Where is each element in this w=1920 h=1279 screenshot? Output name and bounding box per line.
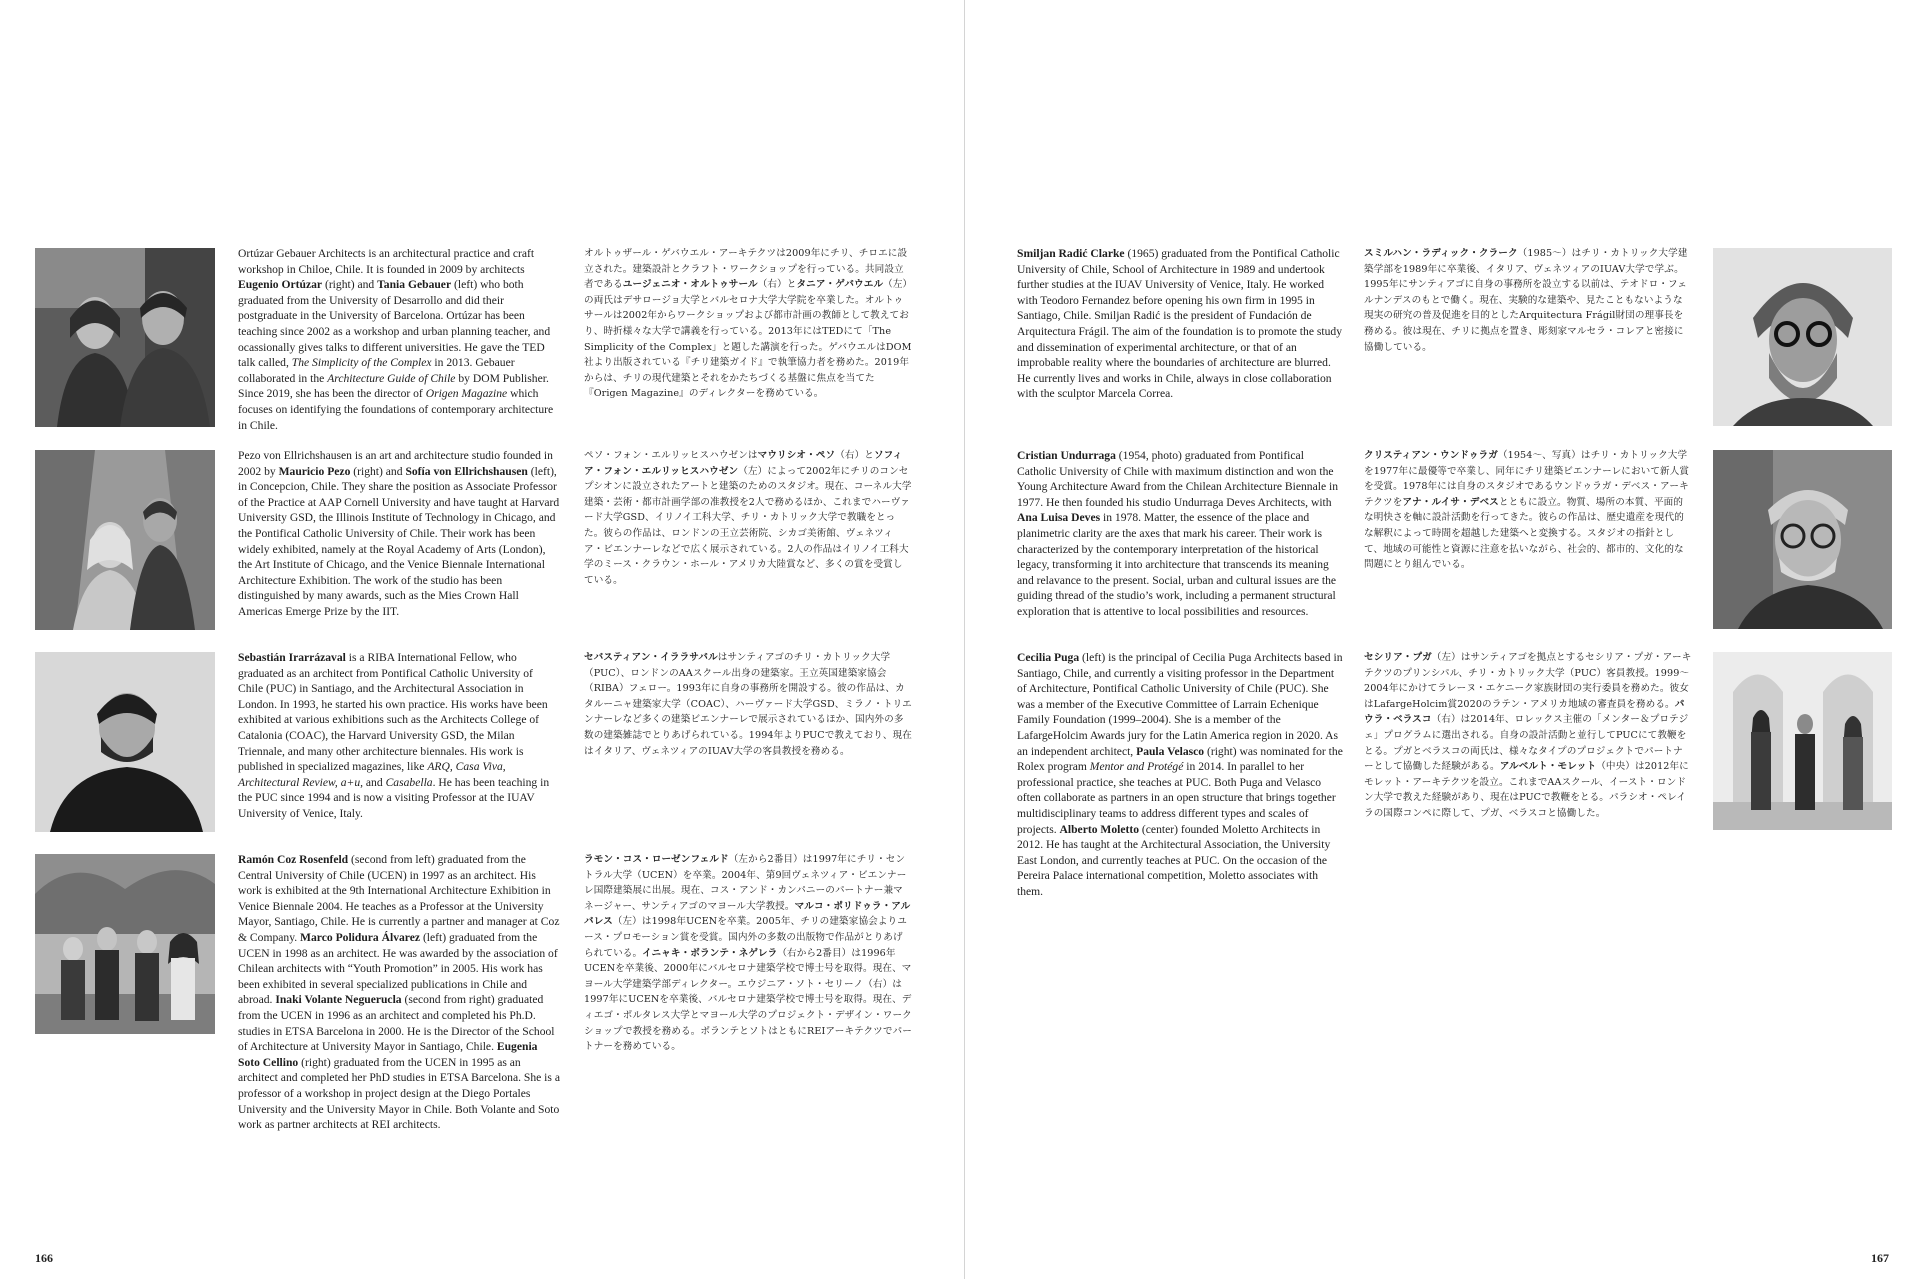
title-italic: The Simplicity of the Complex [291, 356, 432, 370]
portrait-man-round-glasses-photo [1713, 450, 1892, 629]
bio-text: (second from right) graduated from the UCEN in 1996 as an architect and completed his Ph.D. studies in ETSA Barcelona in 2000. He is the Director of the School of Architecture at University Mayor in Santiago, Chile. [238, 993, 555, 1054]
bio-text: and [363, 775, 386, 789]
bio-text: (center) founded Moletto Architects in 2012. He has taught at the Architectural Association, the University East London, and currently teaches at PUC. On the occasion of the Pereira Palace international competition, Moletto associates with them. [1017, 822, 1331, 898]
person-name: Mauricio Pezo [278, 464, 351, 478]
bio-text: in 1978. Matter, the essence of the place and planimetric clarity are the axes that mark his career. Their work is characterized by the contemporary interpretation of the historical legacy, transforming it into architecture that transcends its meaning and relavance to the present. Social, urban and cultural issues are the guiding thread of the studio’s work, including a permanent structural exploration that is attentive to local possibilities and resources. [1017, 511, 1337, 618]
bio-text: (left), in Concepcion, Chile. They share the position as Associate Professor of the Practice at AAP Cornell University and have taught at Harvard University GSD, the Illinois Institute of Technology in Chicago, and the Pontifical Catholic University of Chile. Their work has been widely exhibited, namely at the Royal Academy of Arts (London), the Art Institute of Chicago, and the Venice Biennale International Architecture Exhibition. The work of the studio has been distinguished by many awards, such as the Mies Crown Hall Americas Emerge Prize by the IIT. [238, 464, 560, 618]
page-number-left: 166 [35, 1251, 53, 1265]
bio-text: オルトゥザール・ゲバウエル・アーキテクツは2009年にチリ、チロエに設立された。建築設計とクラフト・ワークショップを行っている。共同設立者である [584, 248, 908, 291]
bio-text: by DOM Publisher. Since 2019, she has been the director of [238, 371, 549, 401]
person-name: ソフィア・フォン・エルリッヒスハウゼン [584, 450, 903, 477]
bio-text: （左）は1998年UCENを卒業。2005年、チリの建築家協会よりユース・プロモーション賞を受賞。国内外の多数の出版物で作品がとりあげられている。 [584, 916, 907, 959]
bio-japanese-cristian-undurraga [1364, 448, 1692, 573]
bio-japanese-smiljan-radic [1364, 246, 1692, 355]
bio-text: (1954, photo) graduated from Pontifical Catholic University of Chile with maximum distinction and won the Young Architecture Award from the Chilean Architecture Biennale in 1977. He then founded his studio Undurraga Deves Architects, with [1017, 449, 1339, 509]
bio-text: (left) is the principal of Cecilia Puga Architects based in Santiago, Chile, and currently a visiting professor in the Department of Architecture, Pontifical Catholic University of Chile (PUC). She was a member of the Executive Committee of Larrain Echenique Family Foundation (1999–2004). She is a member of the LafargeHolcim Awards jury for the Latin America region in 2020. As an independent architect, [1017, 651, 1343, 758]
group-interior-photo [1713, 652, 1892, 830]
bio-text: Ortúzar Gebauer Architects is an architectural practice and craft workshop in Chiloe, Chile. It is founded in 2009 by architects [238, 247, 535, 276]
person-name: マルコ・ポリドゥラ・アルバレス [584, 900, 911, 928]
bio-text: （1954～、写真）はチリ・カトリック大学を1977年に最優等で卒業し、同年にチリ建築ビエンナーレにおいて新人賞を受賞。1978年には自身のスタジオであるウンドゥラガ・デベス・アーキテクツを [1364, 450, 1690, 508]
bio-text: （左）はサンティアゴを拠点とするセシリア・プガ・アーキテクツのプリンシパル、チリ・カトリック大学（PUC）客員教授。1999～2004年にかけてラレーヌ・エケニーク家族財団の実行委員を務めた。彼女はLafargeHolcim賞2020のラテン・アメリカ地域の審査員を務める。 [1364, 652, 1692, 710]
person-name: セバスティアン・イララサバル [584, 652, 718, 663]
portrait-duo-trees-photo [35, 450, 215, 630]
person-name: Cecilia Puga [1017, 651, 1080, 664]
group-photo [35, 854, 215, 1034]
portrait-duo-photo [35, 248, 215, 427]
person-name: スミルハン・ラディック・クラーク [1364, 248, 1518, 259]
person-name: タニア・ゲバウエル [796, 279, 884, 291]
bio-english-smiljan-radic [1017, 246, 1343, 402]
person-name: Marco Polidura Álvarez [300, 930, 421, 944]
portrait-man-glasses-photo [1713, 248, 1892, 426]
bio-text: はサンティアゴのチリ・カトリック大学（PUC）、ロンドンのAAスクール出身の建築家。王立英国建築家協会（RIBA）フェロー。1993年に自身の事務所を開設する。彼の作品は、カタルーニャ建築家大学（COAC）、ハーヴァード大学GSD、ミラノ・トリエンナーレなど多くの建築ビエンナーレで展示されているほか、国内外の多数の建築雑誌でとりあげられている。1994年よりPUCで教えており、現在はイタリア、ヴェネツィアのIUAV大学の客員教授を務める。 [584, 652, 912, 757]
bio-japanese-puga-velasco-moletto [1364, 650, 1692, 822]
person-name: Inaki Volante Neguerucla [275, 993, 402, 1007]
person-name: Eugenio Ortúzar [238, 278, 323, 292]
title-italic: Architecture Guide of Chile [327, 371, 456, 385]
bio-text: . He has been teaching in the PUC since 1994 and is now a visiting Professor at the IUAV University of Venice, Italy. [238, 775, 550, 820]
person-name: クリスティアン・ウンドゥラガ [1364, 450, 1498, 461]
bio-text: （右から2番目）は1996年UCENを卒業後、2000年にバルセロナ建築学校で博士号を取得。現在、マヨール大学建築学部ディレクター。エウジニア・ソト・セリーノ（右）は1997年にUCENを卒業後、バルセロナ建築学校で博士号を取得。現在、ディエゴ・ポルタレス大学とマヨール大学のプロジェクト・デザイン・ワークショップで教授を務める。ボランテとソトはともにREIアーキテクツでパートナーを務めている。 [584, 947, 912, 1053]
bio-text: (left) who both graduated from the University of Desarrollo and did their postgraduate in the University of Barcelona. Ortúzar has been teaching since 2002 as a workshop and urban planning teacher, and ocassionally gives talks to different universities. He gave the TED talk called, [238, 278, 551, 370]
person-name: パウラ・ベラスコ [1364, 698, 1685, 726]
person-name: Sofía von Ellrichshausen [405, 464, 528, 478]
bio-text: (right) and [322, 278, 378, 292]
title-italic: Mentor and Protégé [1089, 760, 1184, 774]
bio-english-puga-velasco-moletto [1017, 650, 1343, 900]
bio-text: Pezo von Ellrichshausen is an art and architecture studio founded in 2002 by [238, 449, 553, 478]
bio-english-pezo-von-ellrichshausen [238, 448, 560, 620]
person-name: アナ・ルイサ・デベス [1402, 496, 1499, 508]
bio-text: （右）は2014年、ロレックス主催の「メンター＆プロテジェ」プログラムに選出される。自身の設計活動と並行してPUCにて教鞭をとる。プガとベラスコの両氏は、様々なタイプのプロジェクトでパートナーとして協働した経験がある。 [1364, 714, 1689, 773]
person-name: アルベルト・モレット [1499, 761, 1597, 773]
bio-japanese-ortuzar-gebauer [584, 246, 912, 402]
title-italic: Origen Magazine [425, 387, 508, 401]
bio-english-ortuzar-gebauer [238, 246, 560, 433]
bio-japanese-coz-polidura-volante-soto [584, 852, 912, 1055]
person-name: Alberto Moletto [1059, 822, 1140, 836]
person-name: Eugenia Soto Cellino [238, 1040, 538, 1069]
bio-text: is a RIBA International Fellow, who graduated as an architect from Pontifical Catholic University of Chile (PUC) in Santiago, and the Architectural Association in London. In 1993, he started his own practice. His works have been exhibited at various exhibitions such as the Architects College of Catalonia (COAC), the Harvard University GSD, the Milan Triennale, and many other architecture biennales. His work is published in specialized magazines, like [238, 651, 548, 774]
bio-text: （右）と [835, 450, 874, 461]
person-name: ラモン・コス・ローゼンフェルド [584, 854, 729, 865]
bio-text: in 2014. In parallel to her professional practice, she teaches at PUC. Both Puga and Velasco often collaborate as partners in an open structure that brings together multidisciplinary teams to address different types and scales of projects. [1017, 760, 1336, 836]
person-name: Ana Luisa Deves [1017, 511, 1101, 525]
bio-text: とともに設立。物質、場所の本質、平面的な明快さを軸に設計活動を行ってきた。彼らの作品は、歴史遺産を現代的な解釈によって時間を超越した建築へと変換する。スタジオの指針として、地域の可能性と資源に注意を払いながら、社会的、都市的、文化的な問題にとり組んでいる。 [1364, 496, 1684, 571]
person-name: セシリア・プガ [1364, 652, 1432, 663]
bio-text: (left) graduated from the UCEN in 1998 as an architect. He was awarded by the association of Chilean architects with “Youth Promotion” in 2005. His work has been exhibited in several specialized publications in Chile and abroad. [238, 930, 558, 1007]
bio-english-coz-polidura-volante-soto [238, 852, 560, 1133]
bio-japanese-pezo-von-ellrichshausen [584, 448, 912, 588]
person-name: Sebastián Irarrázaval [238, 651, 346, 664]
bio-text: in 2013. Gebauer collaborated in the [238, 356, 515, 385]
person-name: イニャキ・ボランテ・ネゲレラ [642, 947, 778, 959]
bio-japanese-sebastian-irarrazaval [584, 650, 912, 759]
bio-text: (second from left) graduated from the Central University of Chile (UCEN) in 1997 as an architect. His work is exhibited at the 9th International Architecture Exhibition in Venice Biennale 2004. He teaches as a Professor at the University Mayor, Santiago, Chile. He is currently a partner and manager at Coz & Company. [238, 853, 560, 944]
bio-text: (right) and [350, 464, 406, 478]
bio-text: （中央）は2012年にモレット・アーキテクツを設立。これまでAAスクール、イースト・ロンドン大学で教えた経験があり、現在はPUCで教鞭をとる。パラシオ・ペレイラの国際コンペに際して、プガ、ベラスコと協働した。 [1364, 761, 1689, 819]
spread-fold-line [964, 0, 965, 1279]
bio-text: （左）の両氏はデサロージョ大学とバルセロナ大学大学院を卒業した。オルトゥサールは2002年からワークショップおよび都市計画の教師として教えており、時折様々な大学で講義を行っている。2013年にはTEDにて「The Simplicity of the Complex」と題した講演を行った。ゲバウエルはDOM社より出版されている『チリ建築ガイド』で執筆協力者を務めた。2019年からは、チリの現代建築とそれをかたちづくる基盤に焦点を当てた『Origen Magazine』のディレクターを務めている。 [584, 279, 912, 400]
bio-english-cristian-undurraga [1017, 448, 1343, 620]
person-name: Ramón Coz Rosenfeld [238, 853, 349, 866]
bio-text: which focuses on identifying the foundations of contemporary architecture in Chile. [238, 387, 554, 432]
title-italic: ARQ, Casa Viva, Architectural Review, a+u, [238, 760, 506, 789]
portrait-man-photo [35, 652, 215, 832]
person-name: Paula Velasco [1136, 744, 1205, 758]
page-number-right: 167 [1871, 1251, 1889, 1265]
bio-text: （1985～）はチリ・カトリック大学建築学部を1989年に卒業後、イタリア、ヴェネツィアのIUAV大学で学ぶ。1995年にサンティアゴに自身の事務所を設立する以前は、テオドロ・フェルナンデスのもとで働く。現在、実験的な建築や、見たこともないような現実の研究の普及促進を目的としたArquitectura Frágil財団の理事長を務める。彼は現在、チリに拠点を置き、彫刻家マルセラ・コレアと密接に協働している。 [1364, 248, 1688, 353]
person-name: マウリシオ・ペソ [757, 450, 836, 461]
title-italic: Casabella [385, 775, 433, 789]
bio-text: ペソ・フォン・エルリッヒスハウゼンは [584, 450, 758, 461]
person-name: Smiljan Radić Clarke [1017, 247, 1125, 260]
bio-text: （右）と [757, 279, 797, 291]
person-name: Cristian Undurraga [1017, 449, 1116, 462]
bio-english-sebastian-irarrazaval [238, 650, 560, 822]
bio-text: （左から2番目）は1997年にチリ・セントラル大学（UCEN）を卒業。2004年、第9回ヴェネツィア・ビエンナーレ国際建築展に出展。現在、コス・アンド・カンパニーのパートナー兼マネージャー、サンティアゴのマヨール大学教授。 [584, 854, 907, 912]
bio-text: (right) graduated from the UCEN in 1995 as an architect and completed her PhD studies in ETSA Barcelona. She is a professor of a workshop in project design at the Diego Portales University and the University Mayor in Chile. Both Volante and Soto work as partner architects at REI architects. [238, 1055, 560, 1132]
bio-text: (right) was nominated for the Rolex program [1017, 744, 1343, 774]
bio-text: (1965) graduated from the Pontifical Catholic University of Chile, School of Architecture in 1989 and undertook further studies at the IUAV University of Venice, Italy. He worked with Teodoro Fernandez before opening his own firm in 1995 in Santiago, Chile. Smiljan Radić is the president of Fundación de Arquitectura Frágil. The aim of the foundation is to promote the study and dissemination of experimental architecture, or that of an improbable reality where the boundaries of architecture are blurred. He currently lives and works in Chile, always in close collaboration with the sculptor Marcela Correa. [1017, 247, 1342, 401]
bio-text: （左）によって2002年にチリのコンセプシオンに設立されたアートと建築のためのスタジオ。現在、コーネル大学建築・芸術・都市計画学部の准教授を2人で務めるほか、これまでハーヴァード大学GSD、イリノイ工科大学、チリ・カトリック大学で教職をとった。彼らの作品は、ロンドンの王立芸術院、シカゴ美術館、ヴェネツィア・ビエンナーレなどで広く展示されている。2人の作品はイリノイ工科大学のミース・クラウン・ホール・アメリカ大陸賞など、多くの賞を受賞している。 [584, 465, 912, 586]
person-name: Tania Gebauer [377, 278, 452, 292]
person-name: ユージェニオ・オルトゥサール [622, 279, 758, 291]
